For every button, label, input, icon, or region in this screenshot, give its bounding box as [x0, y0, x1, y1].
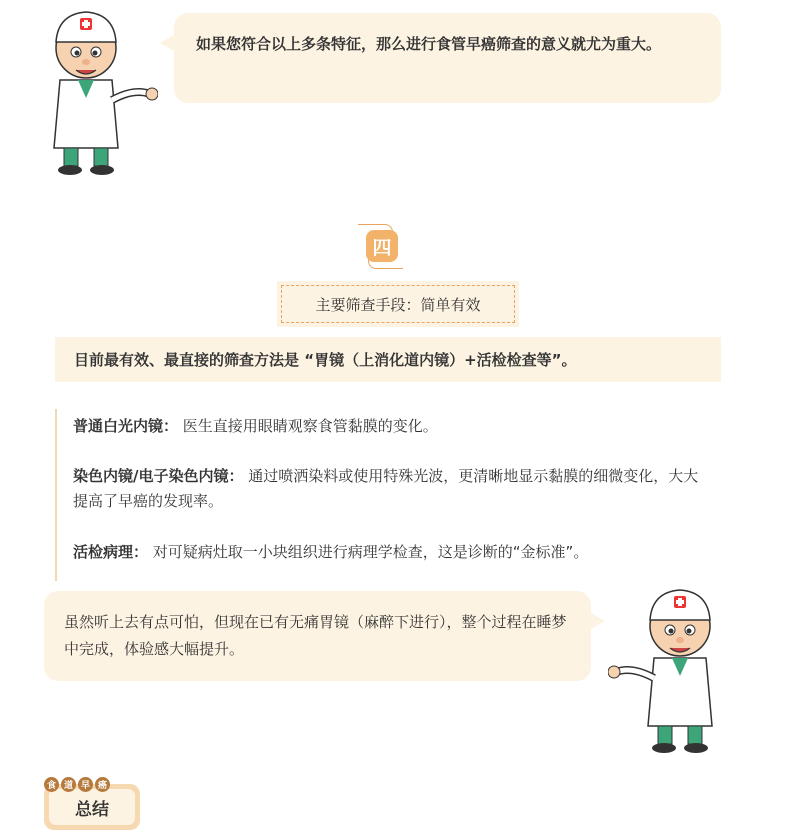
section-subtitle-box — [277, 281, 519, 327]
outro-speech-bubble — [44, 591, 591, 681]
intro-speech-bubble — [174, 13, 721, 103]
list-item — [73, 414, 713, 439]
summary-chip: 癌 — [95, 777, 110, 792]
key-method-highlight — [55, 337, 721, 382]
method-term: 普通白光内镜： — [73, 417, 179, 435]
section-subtitle: 主要筛查手段：简单有效 — [281, 285, 515, 323]
method-desc: 通过喷洒染料或使用特殊光波，更清晰地显示黏膜的细微变化，大大提高了早癌的发现率。 — [73, 467, 699, 510]
method-term: 染色内镜/电子染色内镜： — [73, 467, 244, 485]
outro-bubble-text: 虽然听上去有点可怕，但现在已有无痛胃镜（麻醉下进行），整个过程在睡梦中完成，体验感大幅提升。 — [64, 613, 567, 658]
list-item — [73, 540, 713, 565]
method-desc: 对可疑病灶取一小块组织进行病理学检查，这是诊断的“金标准”。 — [148, 543, 589, 561]
intro-bubble-text: 如果您符合以上多条特征，那么进行食管早癌筛查的意义就尤为重大。 — [196, 35, 662, 53]
summary-title: 总结 — [49, 789, 135, 825]
key-method-text: 目前最有效、最直接的筛查方法是 “胃镜（上消化道内镜）+活检检查等”。 — [74, 351, 577, 369]
doctor-cartoon-icon — [38, 8, 158, 178]
summary-section-tag — [44, 777, 144, 831]
methods-list — [55, 409, 721, 581]
method-desc: 医生直接用眼睛观察食管黏膜的变化。 — [178, 417, 438, 435]
section-number-badge — [358, 222, 406, 270]
method-term: 活检病理： — [73, 543, 149, 561]
summary-chip-row — [44, 777, 110, 792]
summary-chip: 早 — [78, 777, 93, 792]
summary-chip: 道 — [61, 777, 76, 792]
section-number: 四 — [366, 230, 398, 262]
summary-chip: 食 — [44, 777, 59, 792]
doctor-cartoon-icon — [608, 586, 728, 756]
list-item — [73, 464, 713, 514]
